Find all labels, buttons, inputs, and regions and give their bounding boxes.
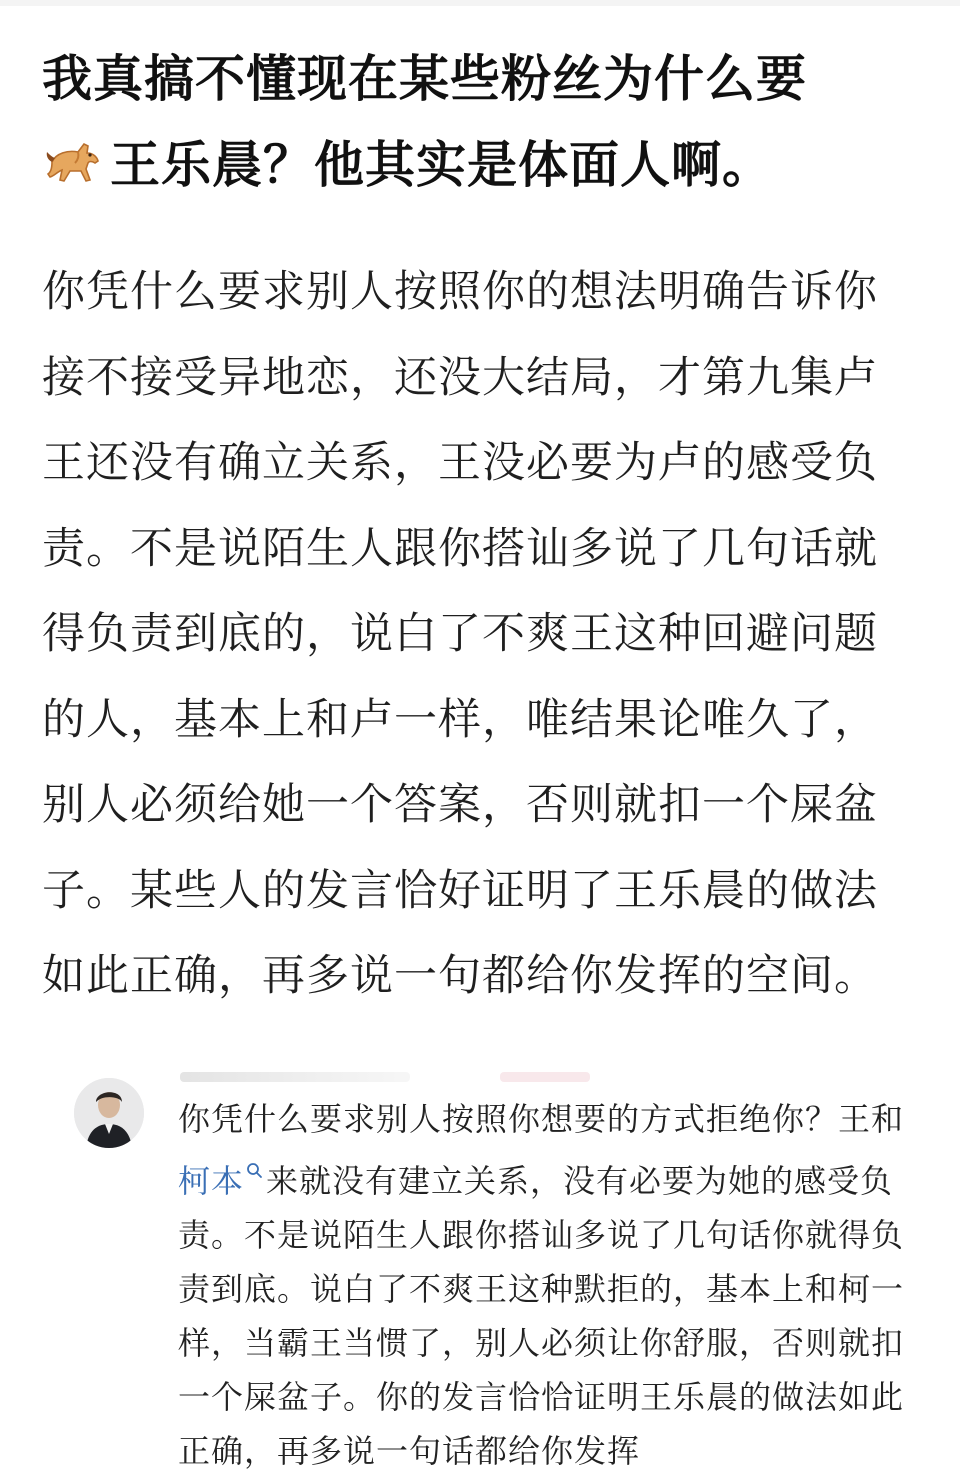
- username-strip: [180, 1072, 410, 1082]
- title-line-2-text: 王乐晨？他其实是体面人啊。: [110, 136, 773, 194]
- top-edge: [0, 0, 960, 6]
- keyword-link[interactable]: 柯本: [178, 1162, 245, 1200]
- comment-text-after-link: 来就没有建立关系，没有必要为她的感受负责。不是说陌生人跟你搭讪多说了几句话你就得负责到底。说白了不爽王这种默拒的，基本上和柯一样，当霸王当惯了，别人必须让你舒服，否则就扣一个屎盆子。你的发言恰恰证明王乐晨的做法如此正确，再多说一句话都给你发挥: [178, 1162, 905, 1470]
- comment-card: [0, 1060, 960, 1470]
- horse-emoji-icon: [42, 128, 104, 180]
- username-badge-strip: [500, 1072, 590, 1082]
- comment-text-before-link: 你凭什么要求别人按照你想要的方式拒绝你？王和: [178, 1100, 905, 1138]
- search-icon[interactable]: [246, 1146, 264, 1168]
- post-body: 你凭什么要求别人按照你的想法明确告诉你接不接受异地恋，还没大结局，才第九集卢王还没有确立关系，王没必要为卢的感受负责。不是说陌生人跟你搭讪多说了几句话就得负责到底的，说白了不爽王这种回避问题的人，基本上和卢一样，唯结果论唯久了，别人必须给她一个答案，否则就扣一个屎盆子。某些人的发言恰好证明了王乐晨的做法如此正确，再多说一句都给你发挥的空间。: [42, 267, 878, 1001]
- comment-text: [178, 1092, 912, 1478]
- title-line-2: [42, 122, 922, 208]
- title-line-1: 我真搞不懂现在某些粉丝为什么要: [42, 50, 807, 108]
- avatar[interactable]: [74, 1078, 144, 1148]
- post-title: [42, 36, 922, 208]
